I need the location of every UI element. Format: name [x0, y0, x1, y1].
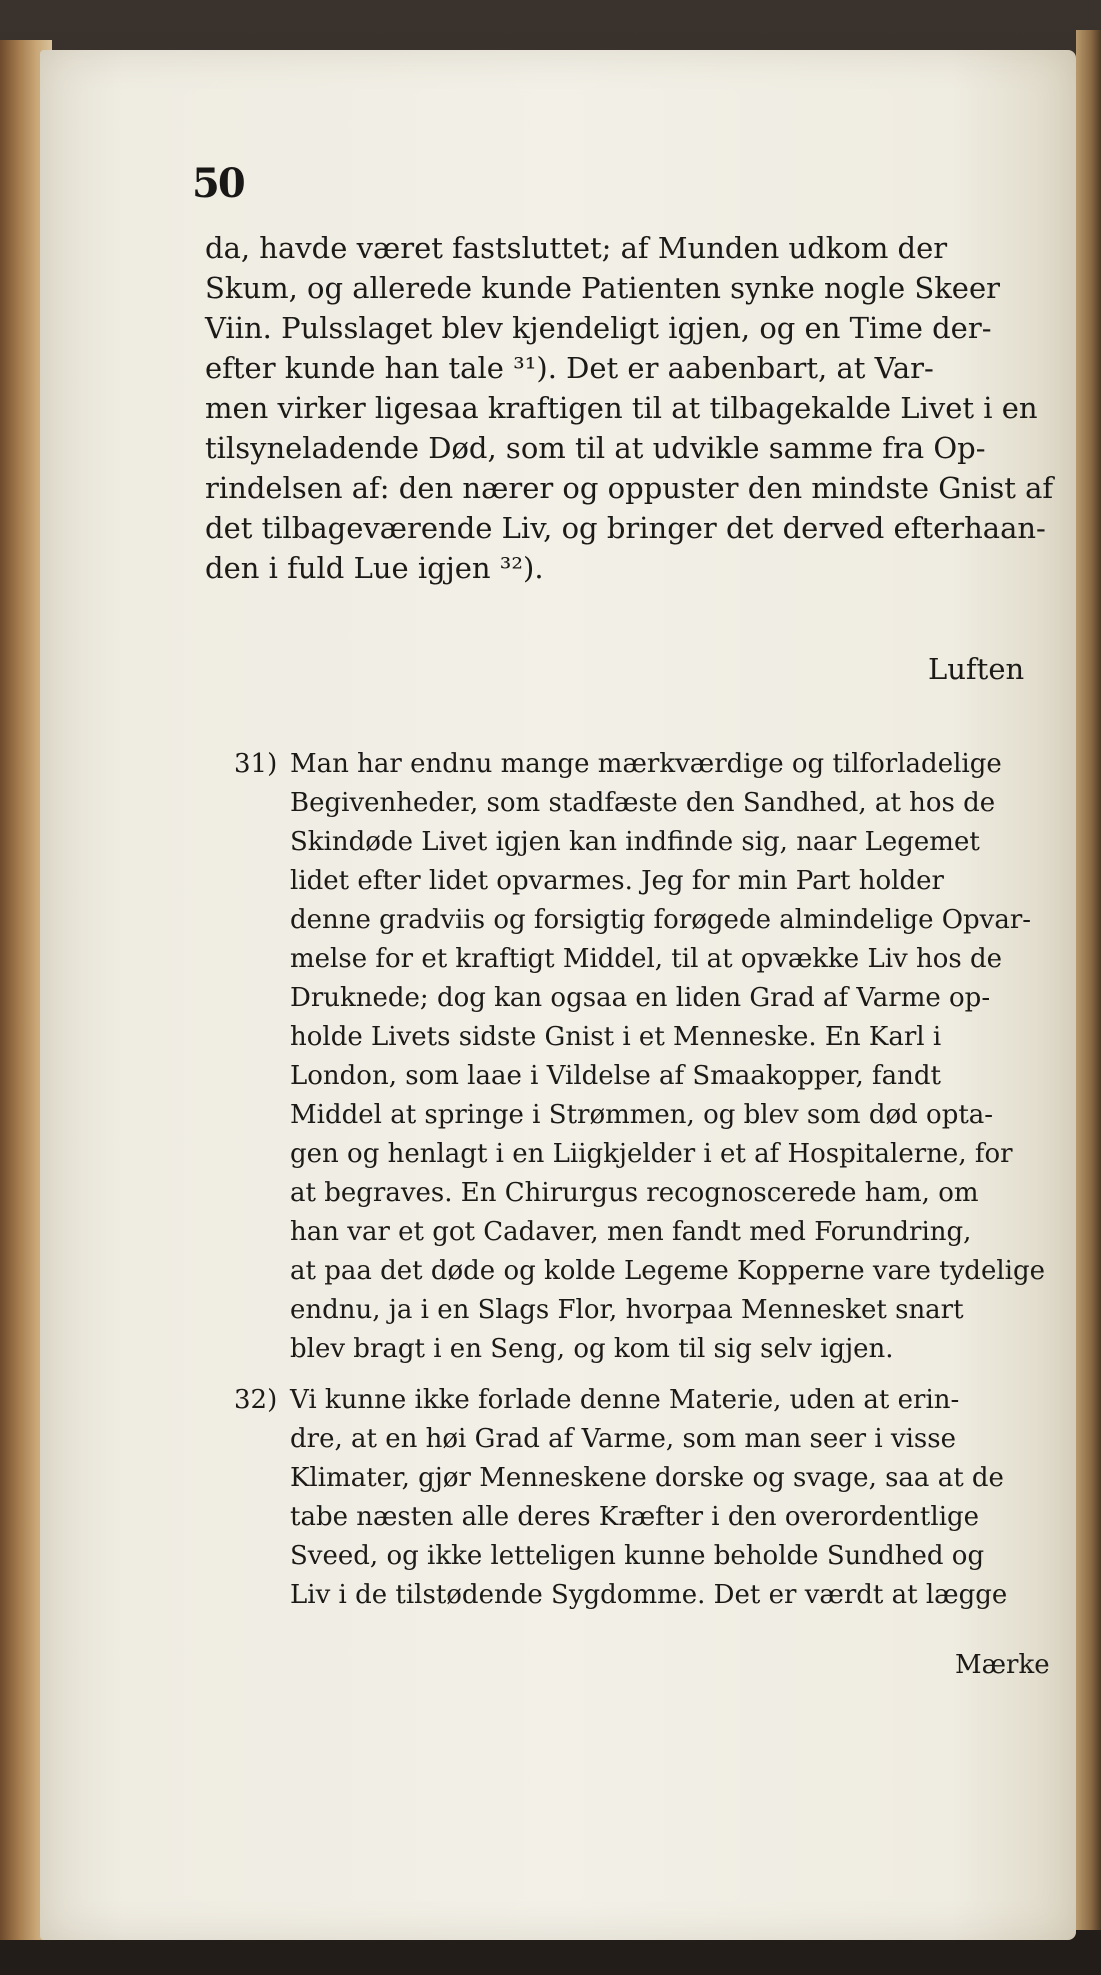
text-line: efter kunde han tale ³¹). Det er aabenbart, at Var- [205, 351, 934, 385]
footnote-line: Man har endnu mange mærkværdige og tilforladelige [290, 749, 1002, 779]
catchword: Luften [928, 652, 1025, 686]
text-line: Skum, og allerede kunde Patienten synke nogle Skeer [205, 271, 1000, 305]
footnote-line: Middel at springe i Strømmen, og blev som død opta- [290, 1100, 994, 1130]
book-board-right [1076, 30, 1101, 1930]
main-text [205, 228, 1054, 588]
text-line: Viin. Pulsslaget blev kjendeligt igjen, og en Time der- [205, 311, 992, 345]
footnote-marker: 32) [234, 1385, 278, 1415]
footnote-line: at begraves. En Chirurgus recognoscerede ham, om [290, 1178, 979, 1208]
text-line: tilsyneladende Død, som til at udvikle samme fra Op- [205, 431, 986, 465]
footnote-line: tabe næsten alle deres Kræfter i den overordentlige [290, 1502, 980, 1532]
footnote-31 [234, 745, 1050, 1369]
footnote-line: dre, at en høi Grad af Varme, som man seer i visse [290, 1424, 957, 1454]
catchword-bottom: Mærke [955, 1650, 1050, 1680]
footnote-line: endnu, ja i en Slags Flor, hvorpaa Mennesket snart [290, 1295, 964, 1325]
footnote-line: lidet efter lidet opvarmes. Jeg for min Part holder [290, 866, 944, 896]
text-line: da, havde været fastsluttet; af Munden udkom der [205, 231, 948, 265]
text-line: det tilbageværende Liv, og bringer det derved efterhaan- [205, 511, 1046, 545]
footnote-line: holde Livets sidste Gnist i et Menneske. En Karl i [290, 1022, 942, 1052]
footnote-line: Liv i de tilstødende Sygdomme. Det er værdt at lægge [290, 1580, 1008, 1610]
footnote-32 [234, 1381, 1050, 1615]
footnote-line: han var et got Cadaver, men fandt med Forundring, [290, 1217, 972, 1247]
text-line: men virker ligesaa kraftigen til at tilbagekalde Livet i en [205, 391, 1038, 425]
footnote-line: London, som laae i Vildelse af Smaakopper, fandt [290, 1061, 941, 1091]
footnote-line: at paa det døde og kolde Legeme Kopperne vare tydelige [290, 1256, 1046, 1286]
text-line: den i fuld Lue igjen ³²). [205, 551, 544, 585]
footnote-line: denne gradviis og forsigtig forøgede almindelige Opvar- [290, 905, 1032, 935]
footnote-line: gen og henlagt i en Liigkjelder i et af Hospitalerne, for [290, 1139, 1013, 1169]
page-number: 50 [192, 160, 244, 207]
footnote-line: Druknede; dog kan ogsaa en liden Grad af Varme op- [290, 983, 991, 1013]
footnote-line: blev bragt i en Seng, og kom til sig selv igjen. [290, 1334, 894, 1364]
footnote-line: Klimater, gjør Menneskene dorske og svage, saa at de [290, 1463, 1004, 1493]
footnote-line: Vi kunne ikke forlade denne Materie, uden at erin- [290, 1385, 960, 1415]
footnote-line: Skindøde Livet igjen kan indfinde sig, naar Legemet [290, 827, 980, 857]
text-line: rindelsen af: den nærer og oppuster den mindste Gnist af [205, 471, 1054, 505]
footnote-line: Sveed, og ikke letteligen kunne beholde Sundhed og [290, 1541, 985, 1571]
footnote-line: melse for et kraftigt Middel, til at opvække Liv hos de [290, 944, 1003, 974]
footnote-marker: 31) [234, 749, 278, 779]
footnote-line: Begivenheder, som stadfæste den Sandhed, at hos de [290, 788, 996, 818]
footnotes [234, 745, 1050, 1615]
